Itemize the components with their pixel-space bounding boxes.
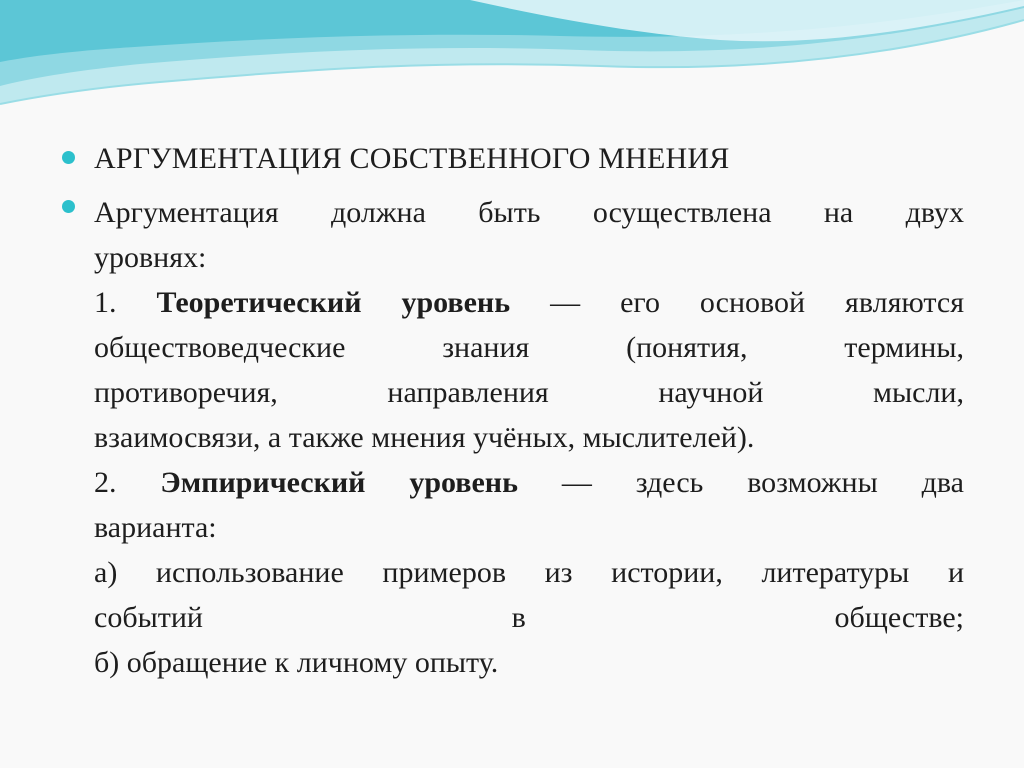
theoretical-dash-text: — его основой являются — [550, 286, 965, 319]
theoretical-number: 1. — [94, 286, 117, 319]
bullet-dot-icon — [62, 151, 75, 164]
option-a-line-2 — [94, 595, 964, 640]
empirical-dash-text: — здесь возможны два — [561, 466, 964, 499]
empirical-line-2: варианта: — [94, 511, 217, 544]
theoretical-line-3: противоречия, направления научной мысли, — [94, 376, 964, 409]
bullet-heading — [62, 138, 964, 180]
theoretical-line-2: обществоведческие знания (понятия, термины, — [94, 331, 964, 364]
slide-content — [62, 138, 964, 685]
bullet-dot-icon — [62, 200, 75, 213]
theoretical-line-1 — [94, 280, 964, 325]
heading-text: АРГУМЕНТАЦИЯ СОБСТВЕННОГО МНЕНИЯ — [94, 142, 730, 175]
option-a-line-1: а) использование примеров из истории, литературы и — [94, 556, 964, 589]
empirical-number: 2. — [94, 466, 117, 499]
empirical-line-1 — [94, 460, 964, 505]
decorative-wave-header — [0, 0, 1024, 130]
option-a-word-1: событий — [94, 601, 203, 634]
option-b-line: б) обращение к личному опыту. — [94, 646, 499, 679]
empirical-term: Эмпирический уровень — [160, 466, 518, 499]
theoretical-term: Теоретический уровень — [156, 286, 511, 319]
option-a-word-2: в — [511, 601, 526, 634]
option-a-word-3: обществе; — [834, 601, 964, 634]
argumentation-paragraph — [94, 190, 964, 685]
intro-line-2: уровнях: — [94, 241, 207, 274]
intro-line-1: Аргументация должна быть осуществлена на двух — [94, 196, 964, 229]
bullet-argumentation — [62, 190, 964, 685]
theoretical-line-4: взаимосвязи, а также мнения учёных, мыслителей). — [94, 421, 755, 454]
